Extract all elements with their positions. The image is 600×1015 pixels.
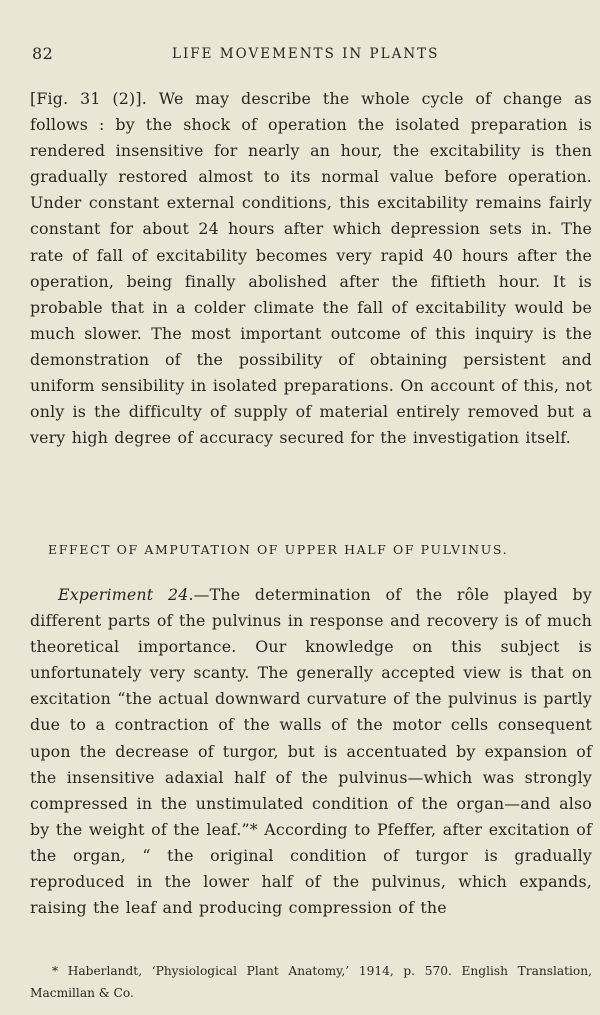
footnote: * Haberlandt, ‘Physiological Plant Anatomy,’ 1914, p. 570. English Translation, Macmillan & Co. xyxy=(30,964,592,1000)
page-number: 82 xyxy=(32,44,54,63)
running-title: LIFE MOVEMENTS IN PLANTS xyxy=(172,46,440,62)
experiment-text: —The determination of the rôle played by different parts of the pulvinus in response and recovery is of much theoretical importance. Our knowledge on this subject is unfortunately very scanty. The generally accepted view is that on excitation “the actual downward curvature of the pulvinus is partly due to a contraction of the walls of the motor cells consequent upon the decrease of turgor, but is accentuated by expansion of the insensitive adaxial half of the pulvinus—which was strongly compressed in the unstimulated condition of the organ—and also by the weight of the leaf.”* According to Pfeffer, after excitation of the organ, “ the original condition of turgor is gradually reproduced in the lower half of the pulvinus, which expands, raising the leaf and producing compression of the xyxy=(30,585,592,918)
running-header xyxy=(32,44,592,68)
experiment-paragraph xyxy=(30,582,592,921)
experiment-label: Experiment 24. xyxy=(58,585,194,604)
body-paragraph: [Fig. 31 (2)]. We may describe the whole cycle of change as follows : by the shock of operation the isolated preparation is rendered insensitive for nearly an hour, the excitability is then gradually restored almost to its normal value before operation. Under constant external conditions, this excitability remains fairly constant for about 24 hours after which depression sets in. The rate of fall of excitability becomes very rapid 40 hours after the operation, being finally abolished after the fiftieth hour. It is probable that in a colder climate the fall of excitability would be much slower. The most important outcome of this inquiry is the demonstration of the possibility of obtaining persistent and uniform sensibility in isolated preparations. On account of this, not only is the difficulty of supply of material entirely removed but a very high degree of accuracy secured for the investigation itself. xyxy=(30,89,592,448)
section-heading: EFFECT OF AMPUTATION OF UPPER HALF OF PULVINUS. xyxy=(48,542,509,557)
